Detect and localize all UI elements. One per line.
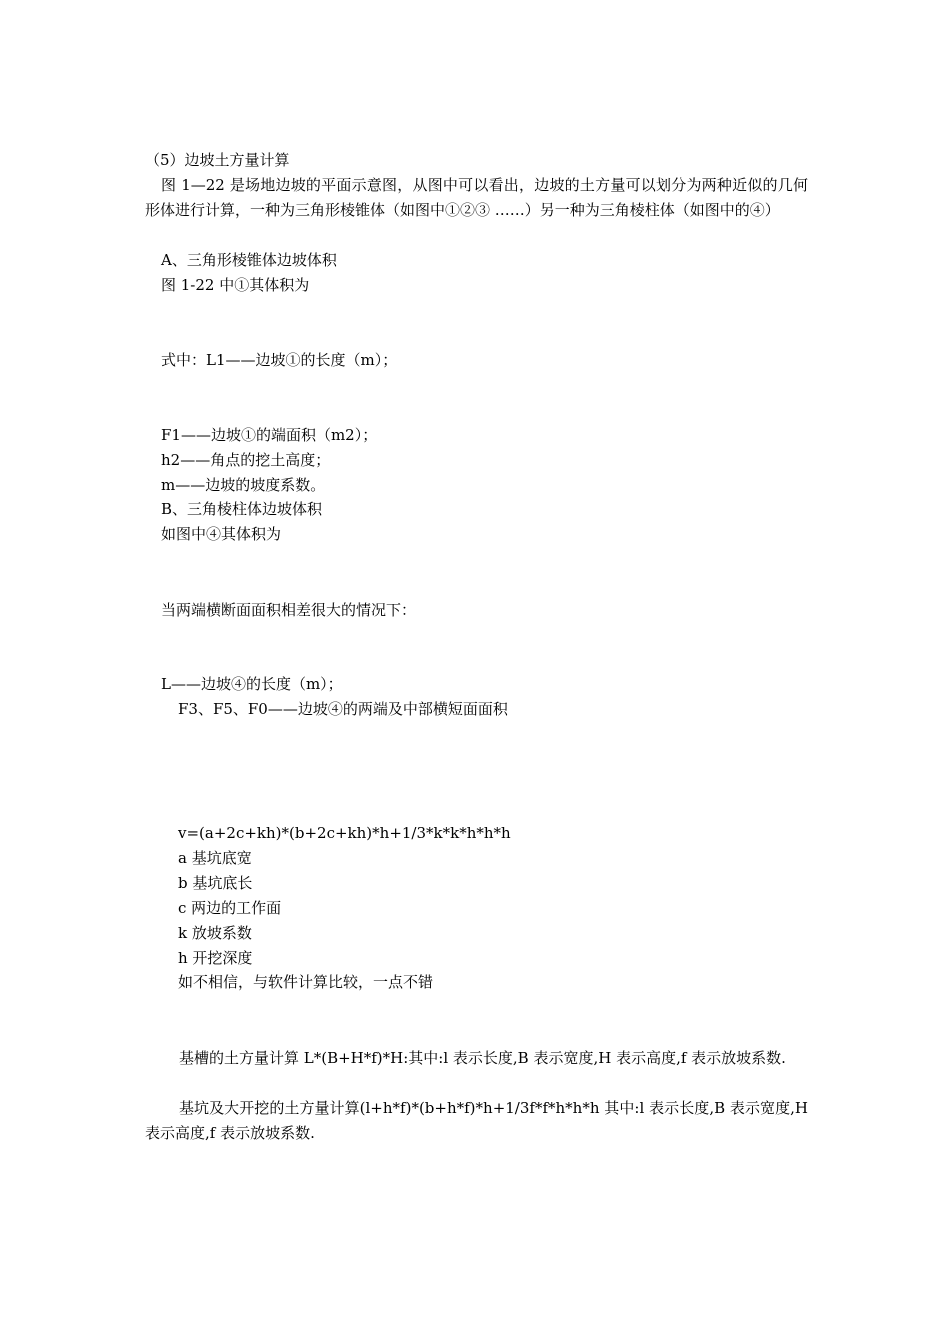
part-a-where: 式中：L1——边坡①的长度（m）； (161, 351, 398, 369)
part-a-intro: 图 1-22 中①其体积为 (161, 276, 310, 294)
part-a-title: A、三角形棱锥体边坡体积 (161, 251, 337, 269)
var-k: k 放坡系数 (178, 924, 252, 942)
part-b-intro: 如图中④其体积为 (161, 525, 282, 543)
part-b-title: B、三角棱柱体边坡体积 (161, 500, 323, 518)
trench-paragraph: 基槽的土方量计算 L*(B+H*f)*H:其中:l 表示长度,B 表示宽度,H 表示高度,f 表示放坡系数. (179, 1049, 786, 1067)
compare-note: 如不相信，与软件计算比较，一点不错 (178, 973, 434, 991)
part-a-m: m——边坡的坡度系数。 (161, 476, 326, 494)
part-b-case: 当两端横断面面积相差很大的情况下： (161, 601, 417, 619)
part-a-f1: F1——边坡①的端面积（m2）； (161, 426, 378, 444)
var-b: b 基坑底长 (178, 874, 253, 892)
part-b-l: L——边坡④的长度（m）； (161, 675, 343, 693)
pit-paragraph: 基坑及大开挖的土方量计算(l+h*f)*(b+h*f)*h+1/3f*f*h*h*h 其中:l 表示长度,B 表示宽度,H 表示高度,f 表示放坡系数. (145, 1099, 808, 1142)
intro-paragraph: 图 1—22 是场地边坡的平面示意图，从图中可以看出，边坡的土方量可以划分为两种近似的几何形体进行计算，一种为三角形棱锥体（如图中①②③ ……）另一种为三角棱柱体（如图中的④） (145, 176, 808, 219)
part-b-f: F3、F5、F0——边坡④的两端及中部横短面面积 (178, 700, 508, 718)
var-c: c 两边的工作面 (178, 899, 282, 917)
formula-v: v=(a+2c+kh)*(b+2c+kh)*h+1/3*k*k*h*h*h (178, 824, 511, 842)
var-h: h 开挖深度 (178, 949, 253, 967)
part-a-h2: h2——角点的挖土高度； (161, 451, 331, 469)
section-title: （5）边坡土方量计算 (145, 151, 290, 169)
var-a: a 基坑底宽 (178, 849, 252, 867)
